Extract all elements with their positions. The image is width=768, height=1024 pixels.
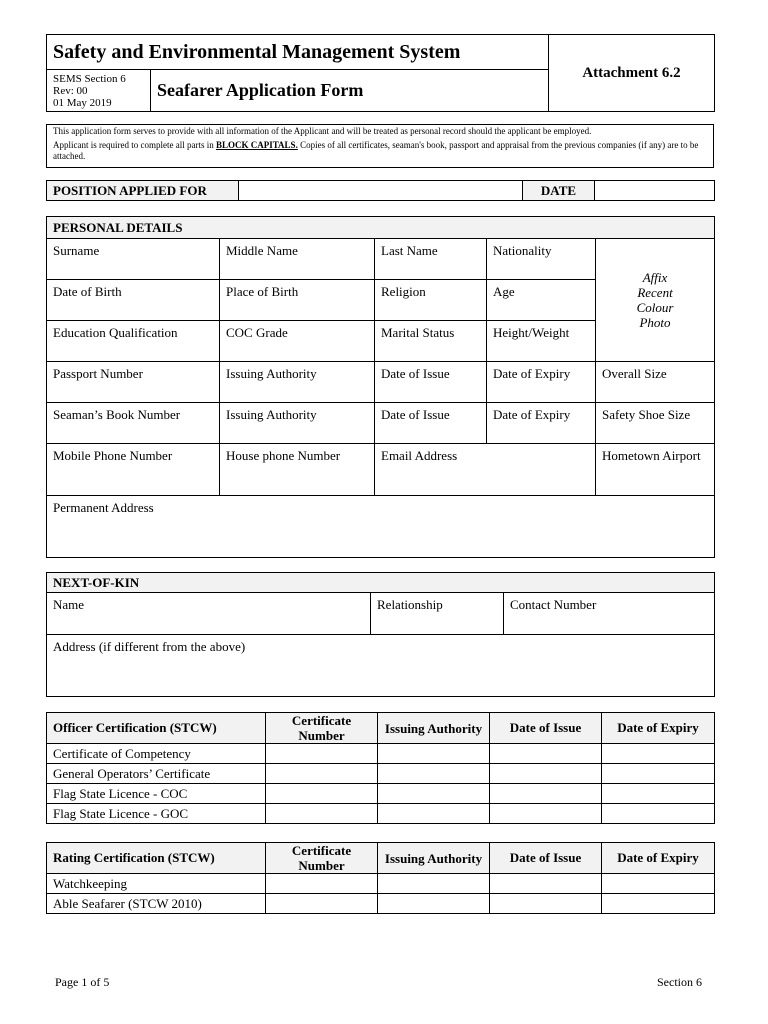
- nok-address-field[interactable]: [47, 635, 715, 697]
- position-label: POSITION APPLIED FOR: [47, 181, 239, 201]
- nationality-label: Nationality: [493, 243, 552, 258]
- photo-text-1: Affix: [642, 270, 668, 285]
- religion-field[interactable]: [375, 280, 487, 321]
- footer-section: Section 6: [657, 975, 702, 989]
- rating-date-of-issue-header: Date of Issue: [490, 843, 602, 874]
- issuing-authority-cell[interactable]: [378, 764, 490, 784]
- nok-address-label: Address (if different from the above): [53, 639, 246, 654]
- date-of-expiry-cell[interactable]: [602, 804, 715, 824]
- photo-box[interactable]: [596, 239, 715, 362]
- nok-relationship-field[interactable]: [371, 593, 504, 635]
- book-date-of-issue-field[interactable]: [375, 403, 487, 444]
- attachment-label: Attachment 6.2: [549, 35, 715, 112]
- middle-name-label: Middle Name: [226, 243, 298, 258]
- personal-details-table: [46, 216, 715, 558]
- intro-line-2: [53, 140, 707, 162]
- document-control: [47, 70, 151, 112]
- intro-text-pre: Applicant is required to complete all parts in: [53, 140, 216, 150]
- header-table: [46, 34, 715, 112]
- date-of-issue-cell[interactable]: [490, 744, 602, 764]
- cert-number-cell[interactable]: [266, 874, 378, 894]
- rating-issuing-authority-header: Issuing Authority: [378, 843, 490, 874]
- table-row: [47, 784, 715, 804]
- house-phone-field[interactable]: [220, 444, 375, 496]
- officer-cert-heading: Officer Certification (STCW): [47, 713, 266, 744]
- passport-number-field[interactable]: [47, 362, 220, 403]
- photo-text-4: Photo: [639, 315, 671, 330]
- last-name-label: Last Name: [381, 243, 438, 258]
- height-weight-label: Height/Weight: [493, 325, 570, 340]
- date-of-issue-cell[interactable]: [490, 784, 602, 804]
- date-of-issue-cell[interactable]: [490, 764, 602, 784]
- personal-details-heading: PERSONAL DETAILS: [47, 217, 715, 239]
- photo-text-2: Recent: [637, 285, 673, 300]
- height-weight-field[interactable]: [487, 321, 596, 362]
- marital-status-field[interactable]: [375, 321, 487, 362]
- passport-date-of-issue-label: Date of Issue: [381, 366, 450, 381]
- issuing-authority-cell[interactable]: [378, 874, 490, 894]
- intro-box: [46, 124, 714, 168]
- book-issuing-authority-field[interactable]: [220, 403, 375, 444]
- book-issuing-authority-label: Issuing Authority: [226, 407, 317, 422]
- officer-date-of-issue-header: Date of Issue: [490, 713, 602, 744]
- surname-label: Surname: [53, 243, 100, 258]
- table-row: [47, 804, 715, 824]
- intro-line-1: This application form serves to provide with all information of the Applicant and will be treated as personal record should the applicant be employed.: [53, 126, 592, 136]
- coc-grade-field[interactable]: [220, 321, 375, 362]
- mobile-phone-field[interactable]: [47, 444, 220, 496]
- revision-label: Rev: 00: [53, 84, 88, 97]
- nok-name-label: Name: [53, 597, 85, 612]
- page-number: Page 1 of 5: [55, 975, 110, 989]
- officer-cert-number-header: Certificate Number: [266, 713, 378, 744]
- age-field[interactable]: [487, 280, 596, 321]
- coc-grade-label: COC Grade: [226, 325, 288, 340]
- nok-contact-field[interactable]: [504, 593, 715, 635]
- permanent-address-label: Permanent Address: [53, 500, 154, 515]
- rating-cert-row-label: Watchkeeping: [47, 874, 266, 894]
- date-of-expiry-cell[interactable]: [602, 784, 715, 804]
- officer-issuing-authority-header: Issuing Authority: [378, 713, 490, 744]
- overall-size-field[interactable]: [596, 362, 715, 403]
- book-date-of-expiry-label: Date of Expiry: [493, 407, 571, 422]
- passport-issuing-authority-label: Issuing Authority: [226, 366, 317, 381]
- safety-shoe-size-field[interactable]: [596, 403, 715, 444]
- rating-cert-number-header: Certificate Number: [266, 843, 378, 874]
- seaman-book-label: Seaman’s Book Number: [53, 407, 181, 422]
- cert-number-cell[interactable]: [266, 764, 378, 784]
- date-of-expiry-cell[interactable]: [602, 764, 715, 784]
- rating-cert-heading: Rating Certification (STCW): [47, 843, 266, 874]
- marital-status-label: Marital Status: [381, 325, 455, 340]
- intro-text-post: Copies of all certificates, seaman's book, passport and appraisal from the previous companies (if any) are to be attached.: [53, 140, 699, 161]
- passport-date-of-issue-field[interactable]: [375, 362, 487, 403]
- passport-number-label: Passport Number: [53, 366, 143, 381]
- officer-cert-row-label: Flag State Licence - COC: [47, 784, 266, 804]
- book-date-of-expiry-field[interactable]: [487, 403, 596, 444]
- cert-number-cell[interactable]: [266, 804, 378, 824]
- officer-certification-table: [46, 712, 715, 824]
- table-row: [47, 744, 715, 764]
- document-title: Safety and Environmental Management System: [47, 35, 549, 70]
- rating-certification-table: [46, 842, 715, 914]
- email-field[interactable]: [375, 444, 596, 496]
- mobile-phone-label: Mobile Phone Number: [53, 448, 173, 463]
- rating-cert-row-label: Able Seafarer (STCW 2010): [47, 894, 266, 914]
- form-title: Seafarer Application Form: [151, 70, 549, 112]
- issuing-authority-cell[interactable]: [378, 894, 490, 914]
- nok-name-field[interactable]: [47, 593, 371, 635]
- age-label: Age: [493, 284, 515, 299]
- book-date-of-issue-label: Date of Issue: [381, 407, 450, 422]
- pob-field[interactable]: [220, 280, 375, 321]
- passport-date-of-expiry-label: Date of Expiry: [493, 366, 571, 381]
- date-field[interactable]: [595, 181, 715, 201]
- block-capitals-note: BLOCK CAPITALS.: [215, 140, 298, 150]
- date-of-expiry-cell[interactable]: [602, 874, 715, 894]
- education-field[interactable]: [47, 321, 220, 362]
- table-row: [47, 764, 715, 784]
- nok-contact-label: Contact Number: [510, 597, 597, 612]
- passport-issuing-authority-field[interactable]: [220, 362, 375, 403]
- dob-label: Date of Birth: [53, 284, 122, 299]
- date-of-expiry-cell[interactable]: [602, 894, 715, 914]
- cert-number-cell[interactable]: [266, 784, 378, 804]
- date-of-issue-cell[interactable]: [490, 874, 602, 894]
- issuing-authority-cell[interactable]: [378, 804, 490, 824]
- cert-number-cell[interactable]: [266, 894, 378, 914]
- date-label: DATE: [523, 181, 595, 201]
- officer-cert-row-label: General Operators’ Certificate: [47, 764, 266, 784]
- passport-date-of-expiry-field[interactable]: [487, 362, 596, 403]
- issuing-authority-cell[interactable]: [378, 784, 490, 804]
- safety-shoe-size-label: Safety Shoe Size: [602, 407, 691, 422]
- email-label: Email Address: [381, 448, 458, 463]
- date-of-expiry-cell[interactable]: [602, 744, 715, 764]
- next-of-kin-heading: NEXT-OF-KIN: [47, 573, 715, 593]
- issuing-authority-cell[interactable]: [378, 744, 490, 764]
- middle-name-field[interactable]: [220, 239, 375, 280]
- officer-cert-row-label: Flag State Licence - GOC: [47, 804, 266, 824]
- cert-number-cell[interactable]: [266, 744, 378, 764]
- house-phone-label: House phone Number: [226, 448, 341, 463]
- dob-field[interactable]: [47, 280, 220, 321]
- education-label: Education Qualification: [53, 325, 178, 340]
- officer-date-of-expiry-header: Date of Expiry: [602, 713, 715, 744]
- revision-date: 01 May 2019: [53, 96, 112, 109]
- hometown-airport-field[interactable]: [596, 444, 715, 496]
- permanent-address-field[interactable]: [47, 496, 715, 558]
- religion-label: Religion: [381, 284, 426, 299]
- next-of-kin-table: [46, 572, 715, 697]
- date-of-issue-cell[interactable]: [490, 804, 602, 824]
- position-field[interactable]: [239, 181, 523, 201]
- rating-date-of-expiry-header: Date of Expiry: [602, 843, 715, 874]
- pob-label: Place of Birth: [226, 284, 299, 299]
- hometown-airport-label: Hometown Airport: [602, 448, 701, 463]
- last-name-field[interactable]: [375, 239, 487, 280]
- seaman-book-field[interactable]: [47, 403, 220, 444]
- nationality-field[interactable]: [487, 239, 596, 280]
- surname-field[interactable]: [47, 239, 220, 280]
- position-table: [46, 180, 715, 201]
- table-row: [47, 894, 715, 914]
- officer-cert-row-label: Certificate of Competency: [47, 744, 266, 764]
- nok-relationship-label: Relationship: [377, 597, 443, 612]
- date-of-issue-cell[interactable]: [490, 894, 602, 914]
- table-row: [47, 874, 715, 894]
- overall-size-label: Overall Size: [602, 366, 667, 381]
- section-label: SEMS Section 6: [53, 72, 126, 85]
- photo-text-3: Colour: [636, 300, 674, 315]
